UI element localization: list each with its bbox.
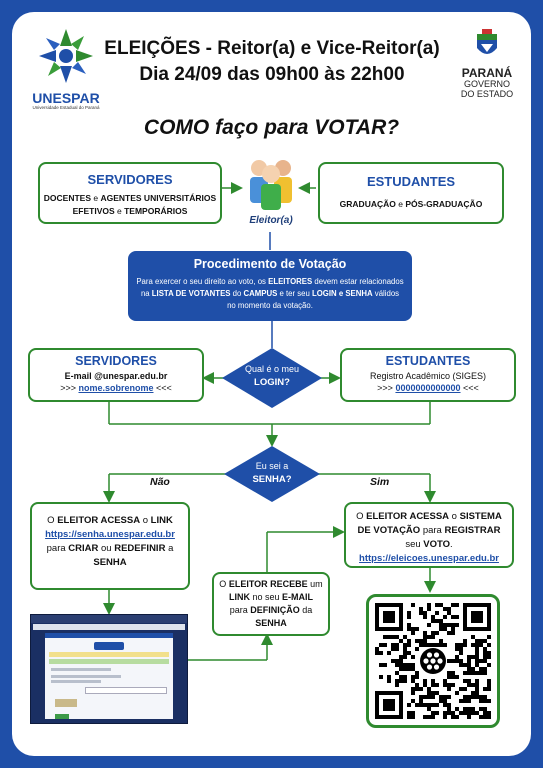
- estado-label: DO ESTADO: [460, 89, 514, 99]
- sistema-line3: [346, 538, 512, 552]
- t: ou: [98, 543, 115, 554]
- procedure-title: Procedimento de Votação: [193, 257, 347, 271]
- unespar-logo-text: UNESPAR: [32, 90, 100, 106]
- sistema-line2: [346, 524, 512, 538]
- t: O: [356, 511, 367, 522]
- procedure-t2: ELEITORES: [268, 277, 313, 286]
- servidores-line2: [40, 206, 220, 216]
- agentes-label: AGENTES UNIVERSITÁRIOS: [100, 193, 217, 203]
- unespar-logo-subtitle: Universidade Estadual do Paraná: [32, 105, 100, 110]
- procedure-t1: Para exercer o seu direito ao voto, os: [136, 277, 269, 286]
- t: O: [47, 515, 58, 526]
- procedure-t6: CAMPUS: [243, 289, 278, 298]
- browser-bar: [31, 615, 187, 623]
- temporarios-label: TEMPORÁRIOS: [124, 206, 188, 216]
- recebe-email-box: [212, 572, 330, 636]
- t: para: [46, 543, 69, 554]
- registro-academico-format: 0000000000000: [395, 383, 461, 393]
- site-input: [85, 687, 167, 694]
- docentes-label: DOCENTES: [43, 193, 92, 203]
- governo-label: GOVERNO: [463, 79, 510, 89]
- procedure-text: [136, 276, 404, 312]
- procedure-t3: devem estar relacionados na: [140, 277, 404, 298]
- arrow-post: <<<: [463, 383, 479, 393]
- procedure-box: [128, 251, 412, 321]
- definicao-label: DEFINIÇÃO: [250, 605, 300, 615]
- senha-site-screenshot: [30, 614, 188, 724]
- servidores-title: SERVIDORES: [87, 172, 173, 187]
- site-captcha: [55, 699, 77, 707]
- site-form-line: [51, 668, 111, 671]
- recebe-line1: [214, 578, 328, 591]
- procedure-t7: e ter seu: [277, 289, 312, 298]
- conj-e: e: [114, 206, 125, 216]
- estudantes-box: [318, 162, 504, 224]
- nome-sobrenome-format: nome.sobrenome: [78, 383, 154, 393]
- login-question-l2: LOGIN?: [254, 377, 290, 388]
- senha-question-l1: Eu sei a: [255, 461, 289, 471]
- criar-line1: [32, 514, 188, 528]
- t: O: [219, 579, 229, 589]
- arrow-pre: >>>: [60, 383, 76, 393]
- login-question-l1: Qual é o meu: [244, 364, 300, 374]
- senha-question-l2: SENHA?: [252, 474, 292, 485]
- estudantes-login-format: [342, 383, 514, 393]
- procedure-t5: do: [230, 289, 244, 298]
- browser-address: [33, 624, 185, 630]
- site-yellow-bar: [49, 652, 169, 657]
- arrow-post: <<<: [156, 383, 172, 393]
- voters-group-icon: [241, 158, 301, 210]
- eleitor-label: Eleitor(a): [249, 215, 293, 226]
- servidores-login-box: [28, 348, 204, 402]
- estudantes-line1: [320, 199, 502, 209]
- procedure-t9: válidos no momento da votação.: [227, 289, 400, 310]
- site-logo-icon: [94, 642, 124, 650]
- eleitor-figure: [238, 158, 304, 232]
- arrow-pre: >>>: [377, 383, 393, 393]
- site-page: [45, 633, 173, 719]
- login-decision: [222, 348, 322, 408]
- procedure-t4: LISTA DE VOTANTES: [151, 289, 231, 298]
- link-label: LINK: [150, 515, 173, 526]
- site-form-line: [51, 675, 121, 678]
- eleitor-recebe-label: ELEITOR RECEBE: [228, 579, 308, 589]
- recebe-line2: [214, 591, 328, 604]
- t: no seu: [249, 592, 283, 602]
- nao-label: Não: [150, 476, 170, 488]
- servidores-login-line: E-mail @unespar.edu.br: [64, 371, 168, 381]
- conj-e: e: [395, 199, 406, 209]
- eleicoes-qr-code[interactable]: [375, 603, 491, 719]
- eleicoes-unespar-link[interactable]: https://eleicoes.unespar.edu.br: [359, 553, 499, 564]
- election-date: Dia 24/09 das 09h00 às 22h00: [139, 64, 405, 85]
- servidores-line1: [40, 193, 220, 203]
- procedure-t8: LOGIN e SENHA: [311, 289, 373, 298]
- site-form-line: [51, 680, 101, 683]
- site-green-bar: [49, 659, 169, 664]
- sistema-label: SISTEMA: [459, 511, 502, 522]
- t: para: [420, 525, 445, 536]
- servidores-login-title: SERVIDORES: [75, 354, 157, 368]
- criar-senha-box: [30, 502, 190, 590]
- t: a: [165, 543, 174, 554]
- t: para: [229, 605, 251, 615]
- estudantes-title: ESTUDANTES: [366, 174, 456, 189]
- estudantes-login-title: ESTUDANTES: [385, 354, 471, 368]
- voto-label: VOTO: [423, 539, 451, 550]
- eleitor-acessa-label: ELEITOR ACESSA: [57, 515, 141, 526]
- t: .: [450, 539, 453, 550]
- efetivos-label: EFETIVOS: [72, 206, 115, 216]
- poster-card: [12, 12, 531, 756]
- election-title: ELEIÇÕES - Reitor(a) e Vice-Reitor(a): [104, 38, 440, 59]
- servidores-login-format: [30, 383, 202, 393]
- senha-unespar-link[interactable]: https://senha.unespar.edu.br: [45, 529, 175, 540]
- site-header-bar: [45, 633, 173, 638]
- estudantes-login-line: Registro Acadêmico (SIGES): [369, 371, 487, 381]
- criar-label: CRIAR: [68, 543, 99, 554]
- sistema-line1: [346, 510, 512, 524]
- senha-decision: [224, 446, 320, 502]
- recebe-line3: [214, 604, 328, 617]
- parana-label: PARANÁ: [461, 66, 513, 80]
- sim-label: Sim: [370, 476, 390, 488]
- pos-graduacao-label: PÓS-GRADUAÇÃO: [405, 199, 483, 209]
- qr-code-container: [366, 594, 500, 728]
- de-votacao-label: DE VOTAÇÃO: [357, 525, 421, 536]
- t: seu: [405, 539, 424, 550]
- estudantes-login-box: [340, 348, 516, 402]
- graduacao-label: GRADUAÇÃO: [339, 199, 396, 209]
- t: o: [449, 511, 460, 522]
- eleitor-acessa-label: ELEITOR ACESSA: [366, 511, 450, 522]
- senha-label: SENHA: [93, 557, 127, 568]
- redefinir-label: REDEFINIR: [114, 543, 166, 554]
- site-button: [55, 714, 69, 719]
- main-question: COMO faço para VOTAR?: [143, 116, 400, 139]
- link-label: LINK: [228, 592, 250, 602]
- criar-line3: [32, 542, 188, 556]
- conj-e: e: [91, 193, 101, 203]
- senha-label: SENHA: [255, 618, 287, 628]
- t: o: [140, 515, 151, 526]
- servidores-box: [38, 162, 222, 224]
- email-label: E-MAIL: [282, 592, 314, 602]
- t: da: [299, 605, 313, 615]
- t: um: [307, 579, 323, 589]
- registrar-label: REGISTRAR: [444, 525, 501, 536]
- sistema-votacao-box: [344, 502, 514, 568]
